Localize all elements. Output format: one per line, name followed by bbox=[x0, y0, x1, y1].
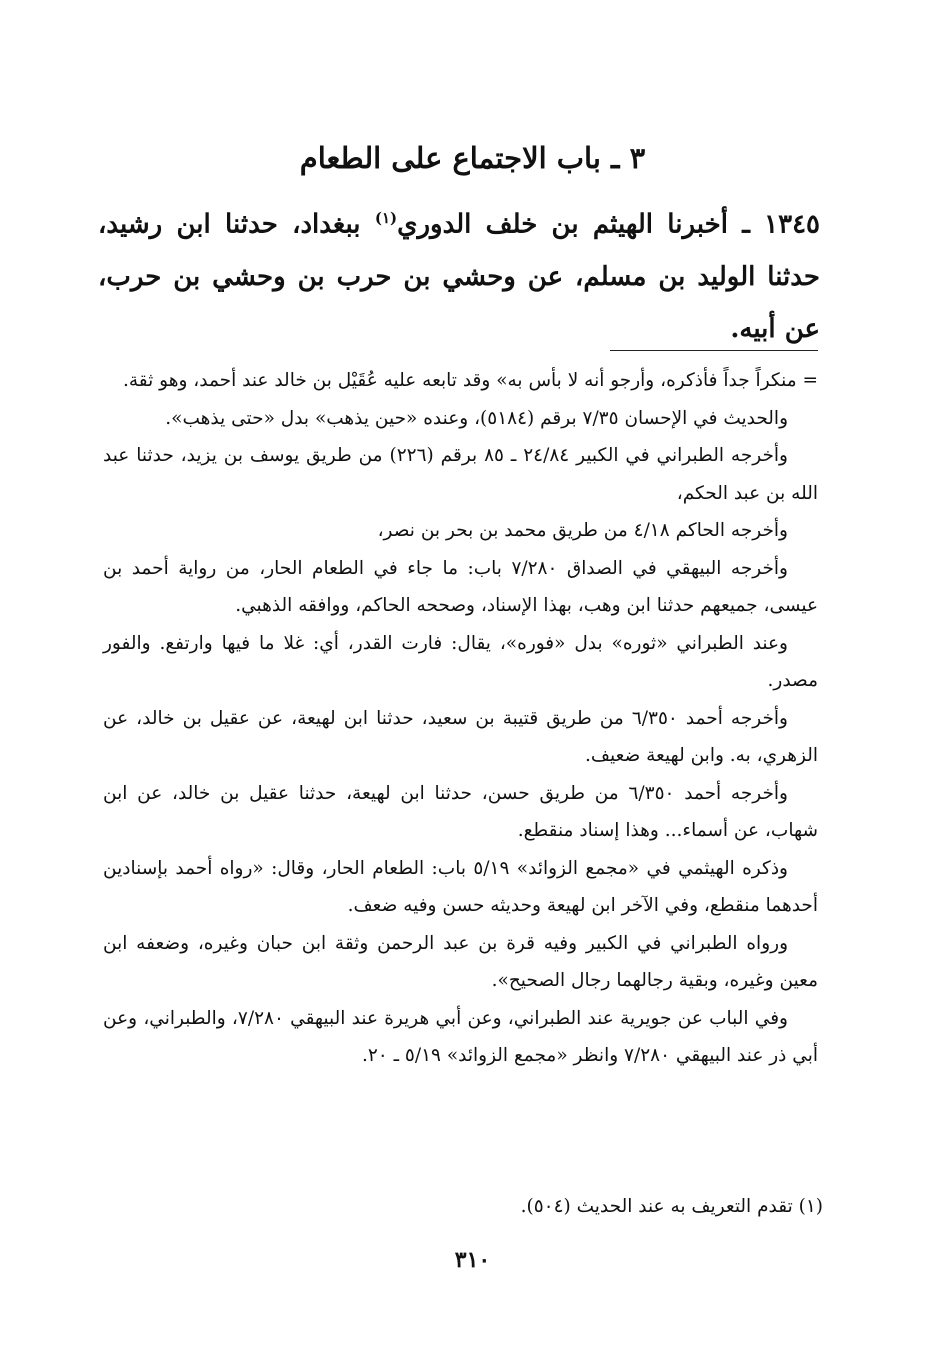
note-paragraph: وأخرجه أحمد ٦/٣٥٠ من طريق قتيبة بن سعيد، حدثنا ابن لهيعة، عن عقيل بن خالد، عن الزهري، به. وابن لهيعة ضعيف. bbox=[103, 707, 818, 766]
footnote-separator bbox=[610, 350, 818, 351]
note-paragraph: وأخرجه البيهقي في الصداق ٧/٢٨٠ باب: ما جاء في الطعام الحار، من رواية أحمد بن عيسى، جميعهم حدثنا ابن وهب، بهذا الإسناد، وصححه الحاكم، ووافقه الذهبي. bbox=[103, 557, 818, 616]
page-number: ٣١٠ bbox=[454, 1247, 491, 1273]
footnote: (١) تقدم التعريف به عند الحديث (٥٠٤). bbox=[520, 1196, 823, 1217]
note-paragraph: ورواه الطبراني في الكبير وفيه قرة بن عبد الرحمن وثقة ابن حبان وغيره، وضعفه ابن معين وغيره، وبقية رجالهما رجال الصحيح». bbox=[103, 932, 818, 991]
chapter-heading: ٣ ـ باب الاجتماع على الطعام bbox=[299, 141, 646, 175]
note-paragraph: وأخرجه أحمد ٦/٣٥٠ من طريق حسن، حدثنا ابن لهيعة، حدثنا عقيل بن خالد، عن ابن شهاب، عن أسماء... وهذا إسناد منقطع. bbox=[103, 782, 818, 841]
note-paragraph: وأخرجه الحاكم ٤/١٨ من طريق محمد بن بحر بن نصر، bbox=[377, 520, 788, 541]
note-paragraph: وذكره الهيثمي في «مجمع الزوائد» ٥/١٩ باب: الطعام الحار، وقال: «رواه أحمد بإسنادين أحدهما منقطع، وفي الآخر ابن لهيعة وحديثه حسن وفيه ضعف. bbox=[103, 857, 818, 916]
note-paragraph: والحديث في الإحسان ٧/٣٥ برقم (٥١٨٤)، وعنده «حين يذهب» بدل «حتى يذهب». bbox=[165, 407, 788, 429]
note-paragraph: وفي الباب عن جويرية عند الطبراني، وعن أبي هريرة عند البيهقي ٧/٢٨٠، والطبراني، وعن أبي ذر عند البيهقي ٧/٢٨٠ وانظر «مجمع الزوائد» ٥/١٩ ـ ٢٠. bbox=[103, 1007, 818, 1066]
hadith-isnad-start: ١٣٤٥ ـ أخبرنا الهيثم بن خلف الدوري bbox=[397, 209, 821, 240]
commentary-notes bbox=[103, 362, 818, 1075]
hadith-isnad-end: ببغداد، حدثنا ابن رشيد، حدثنا الوليد بن مسلم، عن وحشي بن حرب بن وحشي بن حرب، عن أبيه. bbox=[98, 209, 820, 344]
footnote-reference: (١) bbox=[374, 209, 398, 227]
note-paragraph: = منكراً جداً فأذكره، وأرجو أنه لا بأس به» وقد تابعه عليه عُقَيْل بن خالد عند أحمد، وهو ثقة. bbox=[122, 370, 818, 391]
note-paragraph: وعند الطبراني «ثوره» بدل «فوره»، يقال: فارت القدر، أي: غلا ما فيها وارتفع. والفور مصدر. bbox=[103, 632, 818, 691]
hadith-text bbox=[98, 192, 820, 355]
note-paragraph: وأخرجه الطبراني في الكبير ٢٤/٨٤ ـ ٨٥ برقم (٢٢٦) من طريق يوسف بن يزيد، حدثنا عبد الله بن عبد الحكم، bbox=[103, 445, 818, 504]
